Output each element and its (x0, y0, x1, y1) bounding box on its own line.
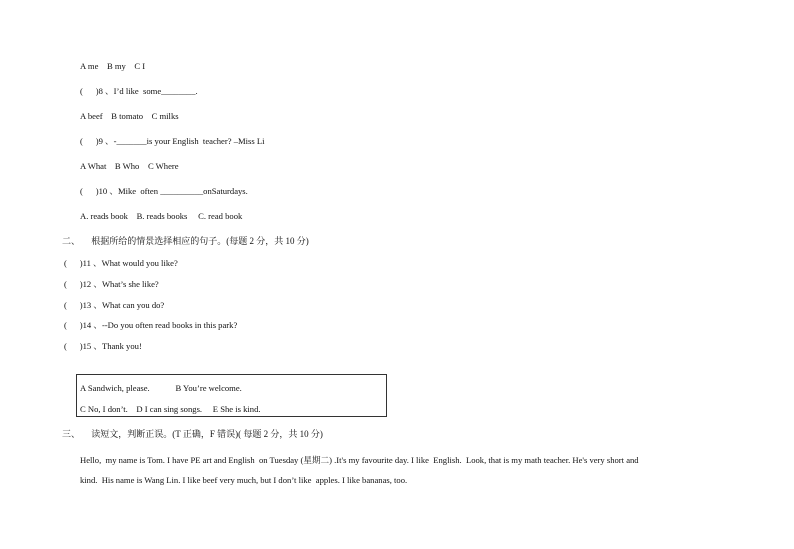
answer-options-box (76, 374, 387, 417)
q9-options: A What B Who C Where (80, 161, 179, 171)
question-8: ( )8 、I’d like some________. (80, 86, 198, 96)
question-10: ( )10 、Mike often __________onSaturdays. (80, 186, 248, 196)
section-2-heading: 二、 根据所给的情景选择相应的句子。(每题 2 分，共 10 分) (62, 236, 309, 246)
question-11: ( )11 、What would you like? (64, 258, 178, 268)
question-13: ( )13 、What can you do? (64, 300, 165, 310)
answer-options-line-2: C No, I don’t. D I can sing songs. E She is kind. (80, 404, 261, 414)
passage-line-2: kind. His name is Wang Lin. I like beef very much, but I don’t like apples. I like bananas, too. (80, 475, 408, 485)
passage-line-1: Hello, my name is Tom. I have PE art and English on Tuesday (星期二) .It's my favourite day. I like English. Look, that is my math teacher. He's very short and (80, 455, 639, 465)
question-12: ( )12 、What’s she like? (64, 279, 159, 289)
question-14: ( )14 、--Do you often read books in this park? (64, 320, 238, 330)
section-3-heading: 三、 读短文，判断正误。(T 正确，F 错误)( 每题 2 分，共 10 分) (62, 429, 323, 439)
question-15: ( )15 、Thank you! (64, 341, 142, 351)
q8-options: A beef B tomato C milks (80, 111, 179, 121)
question-9: ( )9 、-_______is your English teacher? –Miss Li (80, 136, 265, 146)
q10-options: A. reads book B. reads books C. read book (80, 211, 243, 221)
answer-options-line-1: A Sandwich, please. B You’re welcome. (80, 383, 242, 393)
q7-options: A me B my C I (80, 61, 146, 71)
